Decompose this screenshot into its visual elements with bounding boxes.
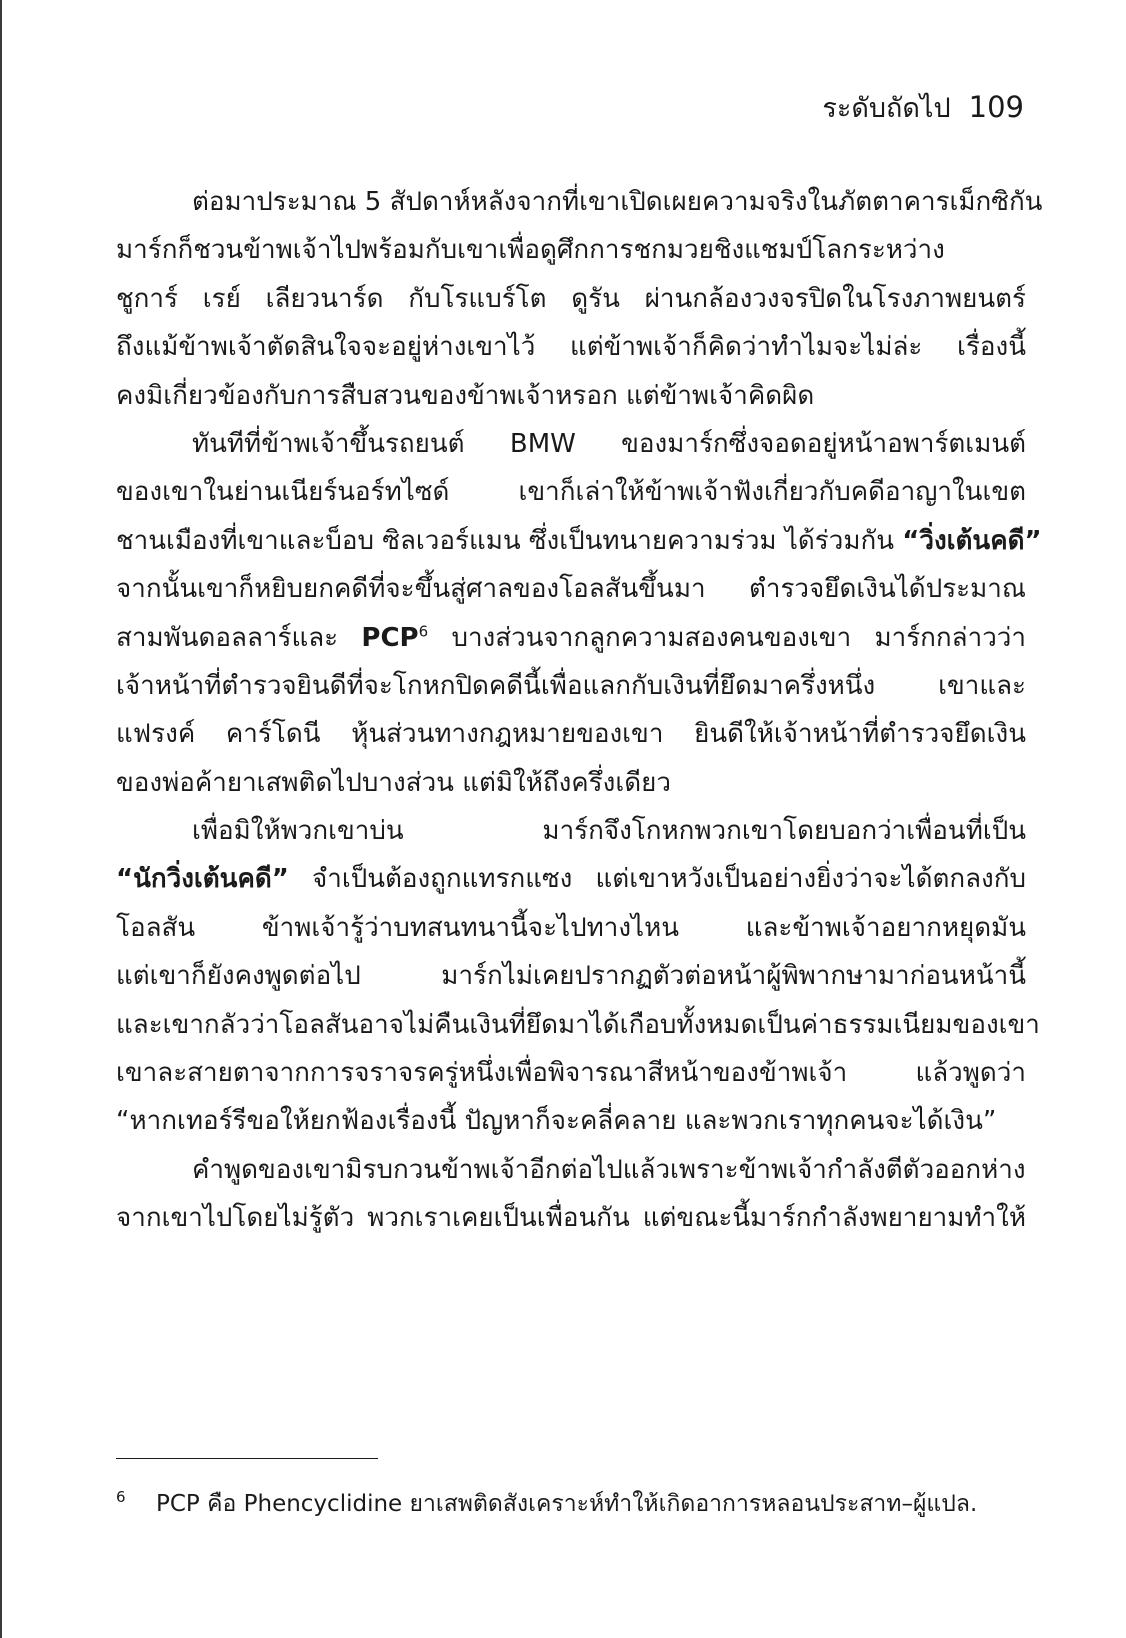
text-line: และเขากลัวว่าโอลสันอาจไม่คืนเงินที่ยึดมาได้เกือบทั้งหมดเป็นค่าธรรมเนียมของเขา xyxy=(116,1009,1040,1040)
footnote-ref: 6 xyxy=(418,621,429,640)
text-line: คงมิเกี่ยวข้องกับการสืบสวนของข้าพเจ้าหรอก แต่ข้าพเจ้าคิดผิด xyxy=(116,380,815,411)
text-line: แต่เขาก็ยังคงพูดต่อไป มาร์กไม่เคยปรากฏตัวต่อหน้าผู้พิพากษามาก่อนหน้านี้ xyxy=(116,961,1026,992)
page-number: 109 xyxy=(968,90,1024,124)
text-line: ต่อมาประมาณ 5 สัปดาห์หลังจากที่เขาเปิดเผยความจริงในภัตตาคารเม็กซิกัน xyxy=(192,187,1043,217)
bold-term: “นักวิ่งเต้นคดี” xyxy=(116,864,289,895)
text-run: จำเป็นต้องถูกแทรกแซง แต่เขาหวังเป็นอย่างยิ่งว่าจะได้ตกลงกับ xyxy=(288,864,1026,895)
text-line: ของพ่อค้ายาเสพติดไปบางส่วน แต่มิให้ถึงครึ่งเดียว xyxy=(116,767,671,798)
text-run: สามพันดอลลาร์และ xyxy=(116,622,362,653)
footnote-divider xyxy=(116,1458,378,1459)
text-line: โอลสัน ข้าพเจ้ารู้ว่าบทสนทนานี้จะไปทางไหน และข้าพเจ้าอยากหยุดมัน xyxy=(116,912,1026,943)
text-line: แฟรงค์ คาร์โดนี หุ้นส่วนทางกฎหมายของเขา ยินดีให้เจ้าหน้าที่ตำรวจยึดเงิน xyxy=(116,719,1026,750)
bold-term: “วิ่งเต้นคดี” xyxy=(902,525,1042,556)
body-text xyxy=(116,178,1043,1243)
text-line xyxy=(116,614,1026,662)
text-line: เจ้าหน้าที่ตำรวจยินดีที่จะโกหกปิดคดีนี้เพื่อแลกกับเงินที่ยึดมาครึ่งหนึ่ง เขาและ xyxy=(116,670,1026,701)
footnote-text: PCP คือ Phencyclidine ยาเสพติดสังเคราะห์ทำให้เกิดอาการหลอนประสาท–ผู้แปล. xyxy=(156,1491,978,1517)
text-line xyxy=(116,855,1026,903)
text-line: “หากเทอร์รีขอให้ยกฟ้องเรื่องนี้ ปัญหาก็จะคลี่คลาย และพวกเราทุกคนจะได้เงิน” xyxy=(116,1106,997,1137)
text-line: จากเขาไปโดยไม่รู้ตัว พวกเราเคยเป็นเพื่อนกัน แต่ขณะนี้มาร์กกำลังพยายามทำให้ xyxy=(116,1203,1026,1234)
footnote xyxy=(116,1486,1026,1522)
text-line: คำพูดของเขามิรบกวนข้าพเจ้าอีกต่อไปแล้วเพราะข้าพเจ้ากำลังตีตัวออกห่าง xyxy=(192,1154,1026,1185)
text-line: ชูการ์ เรย์ เลียวนาร์ด กับโรแบร์โต ดูรัน ผ่านกล้องวงจรปิดในโรงภาพยนตร์ xyxy=(116,283,1026,314)
page-edge xyxy=(0,0,2,1638)
text-run: ชานเมืองที่เขาและบ็อบ ซิลเวอร์แมน ซึ่งเป็นทนายความร่วม ได้ร่วมกัน xyxy=(116,525,903,556)
text-line: ทันทีที่ข้าพเจ้าขึ้นรถยนต์ BMW ของมาร์กซึ่งจอดอยู่หน้าอพาร์ตเมนต์ xyxy=(192,428,1026,459)
bold-term: PCP xyxy=(361,622,419,653)
text-line: เพื่อมิให้พวกเขาบ่น มาร์กจึงโกหกพวกเขาโดยบอกว่าเพื่อนที่เป็น xyxy=(192,816,1026,847)
text-line: เขาละสายตาจากการจราจรครู่หนึ่งเพื่อพิจารณาสีหน้าของข้าพเจ้า แล้วพูดว่า xyxy=(116,1058,1026,1089)
text-run: บางส่วนจากลูกความสองคนของเขา มาร์กกล่าวว่า xyxy=(428,622,1026,653)
text-line: ของเขาในย่านเนียร์นอร์ทไซด์ เขาก็เล่าให้ข้าพเจ้าฟังเกี่ยวกับคดีอาญาในเขต xyxy=(116,477,1026,508)
text-line: มาร์กก็ชวนข้าพเจ้าไปพร้อมกับเขาเพื่อดูศึกการชกมวยชิงแชมป์โลกระหว่าง xyxy=(116,235,945,266)
chapter-title: ระดับถัดไป xyxy=(822,93,951,124)
running-header xyxy=(822,86,1024,126)
text-line: ถึงแม้ข้าพเจ้าตัดสินใจจะอยู่ห่างเขาไว้ แต่ข้าพเจ้าก็คิดว่าทำไมจะไม่ล่ะ เรื่องนี้ xyxy=(116,332,1026,363)
text-line: จากนั้นเขาก็หยิบยกคดีที่จะขึ้นสู่ศาลของโอลสันขึ้นมา ตำรวจยึดเงินได้ประมาณ xyxy=(116,574,1026,605)
footnote-number: 6 xyxy=(116,1488,126,1506)
text-line xyxy=(116,517,1042,565)
